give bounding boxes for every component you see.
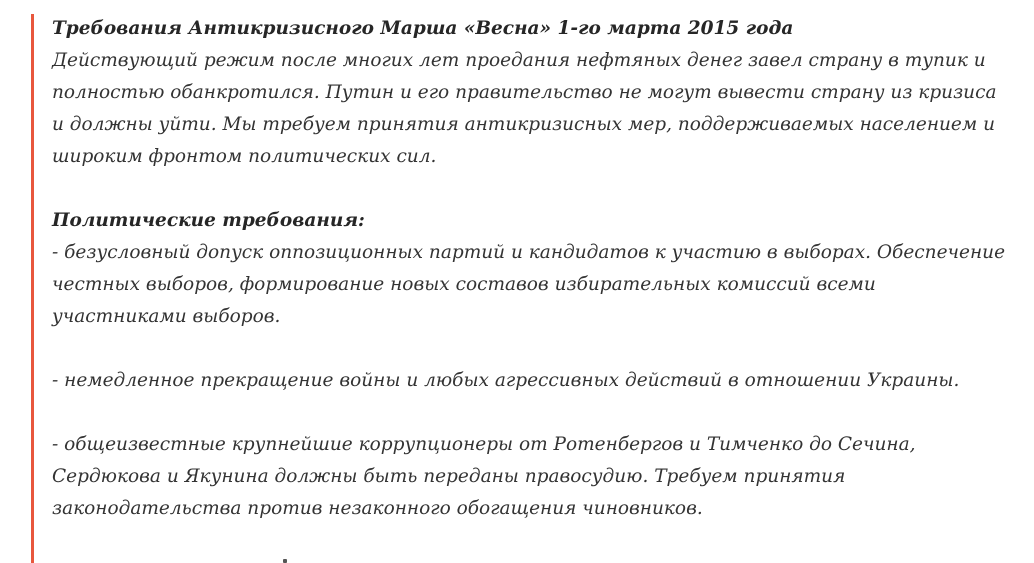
- document-title: Требования Антикризисного Марша «Весна» 1-го марта 2015 года: [52, 18, 794, 39]
- cut-off-text-fragment: [283, 559, 287, 563]
- demand-item: - немедленное прекращение войны и любых агрессивных действий в отношении Украины.: [52, 370, 960, 391]
- demand-item: - общеизвестные крупнейшие коррупционеры от Ротенбергов и Тимченко до Сечина, Сердюкова и Якунина должны быть переданы правосудию. Требуем принятия законодательства против незаконного обогащения чиновников.: [52, 434, 916, 519]
- paragraph-gap: [52, 333, 1012, 365]
- paragraph-gap: [52, 397, 1012, 429]
- paragraph-gap: [52, 173, 1012, 205]
- demand-item: - безусловный допуск оппозиционных партий и кандидатов к участию в выборах. Обеспечение честных выборов, формирование новых составов избирательных комиссий всеми участниками выборов.: [52, 242, 1006, 327]
- political-demands-heading: Политические требования:: [52, 210, 365, 231]
- intro-paragraph: Действующий режим после многих лет проедания нефтяных денег завел страну в тупик и полностью обанкротился. Путин и его правительство не могут вывести страну из кризиса и должны уйти. Мы требуем принятия антикризисных мер, поддерживаемых населением и широким фронтом политических сил.: [52, 50, 997, 167]
- quote-body: [52, 13, 1012, 525]
- quote-accent-bar: [31, 14, 34, 563]
